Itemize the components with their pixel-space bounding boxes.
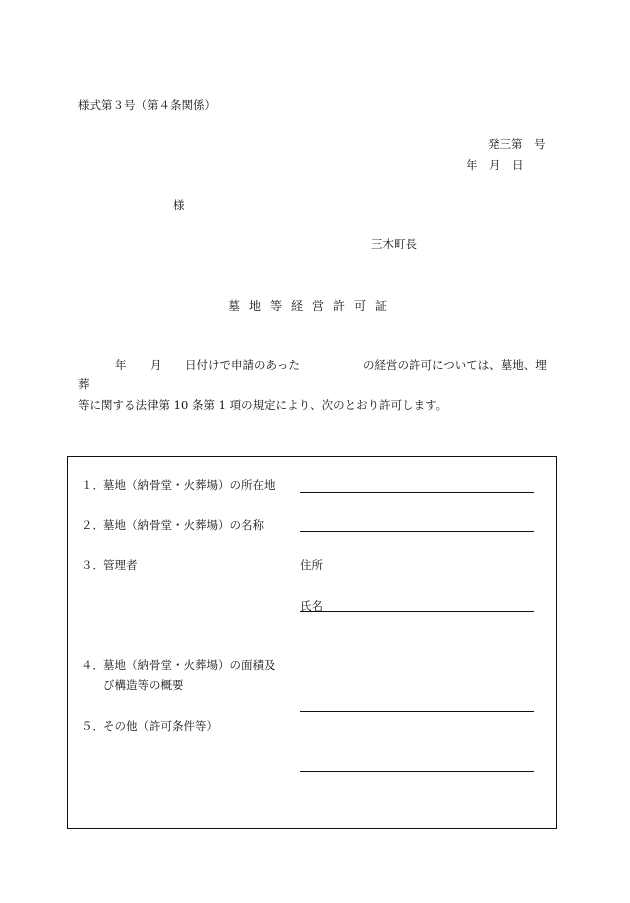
item-label: 墓地（納骨堂・火葬場）の面積及	[103, 658, 276, 672]
item-number: ４．	[81, 658, 104, 672]
item-label: 管理者	[103, 558, 138, 572]
body-day-lead: 日付けで申請のあった	[185, 358, 300, 372]
item-number: ２．	[81, 518, 104, 532]
area-structure-field-line[interactable]	[300, 711, 534, 712]
body-line-3: 等に関する法律第 10 条第 1 項の規定により、次のとおり許可します。	[78, 398, 448, 412]
item-number: ５．	[81, 719, 104, 733]
permit-details-box	[67, 456, 557, 829]
recipient-suffix: 様	[173, 198, 185, 212]
item-name	[81, 517, 264, 533]
body-middle: の経営の許可については、墓地、埋	[363, 358, 547, 372]
manager-name-label: 氏名	[300, 599, 323, 613]
item-location	[81, 477, 276, 493]
manager-name-field-line[interactable]	[300, 611, 534, 612]
manager-address-label: 住所	[300, 558, 323, 572]
item-area-structure	[81, 657, 276, 673]
item-manager	[81, 557, 138, 573]
document-title: 墓地等経営許可証	[228, 299, 397, 313]
item-label-continued: び構造等の概要	[103, 678, 184, 692]
issue-date: 年 月 日	[466, 158, 524, 172]
issuer-name: 三木町長	[371, 237, 417, 251]
location-field-line[interactable]	[300, 492, 534, 493]
item-label: 墓地（納骨堂・火葬場）の名称	[103, 518, 264, 532]
name-field-line[interactable]	[300, 531, 534, 532]
body-line-2: 葬	[78, 377, 90, 391]
body-month: 月	[150, 358, 162, 372]
body-year: 年	[115, 358, 127, 372]
document-number: 発三第 号	[488, 137, 546, 151]
item-label: その他（許可条件等）	[103, 719, 218, 733]
form-number: 様式第３号（第４条関係）	[78, 98, 216, 112]
other-field-line[interactable]	[300, 771, 534, 772]
item-label: 墓地（納骨堂・火葬場）の所在地	[103, 478, 276, 492]
item-number: １．	[81, 478, 104, 492]
item-other	[81, 718, 218, 734]
item-number: ３．	[81, 558, 104, 572]
